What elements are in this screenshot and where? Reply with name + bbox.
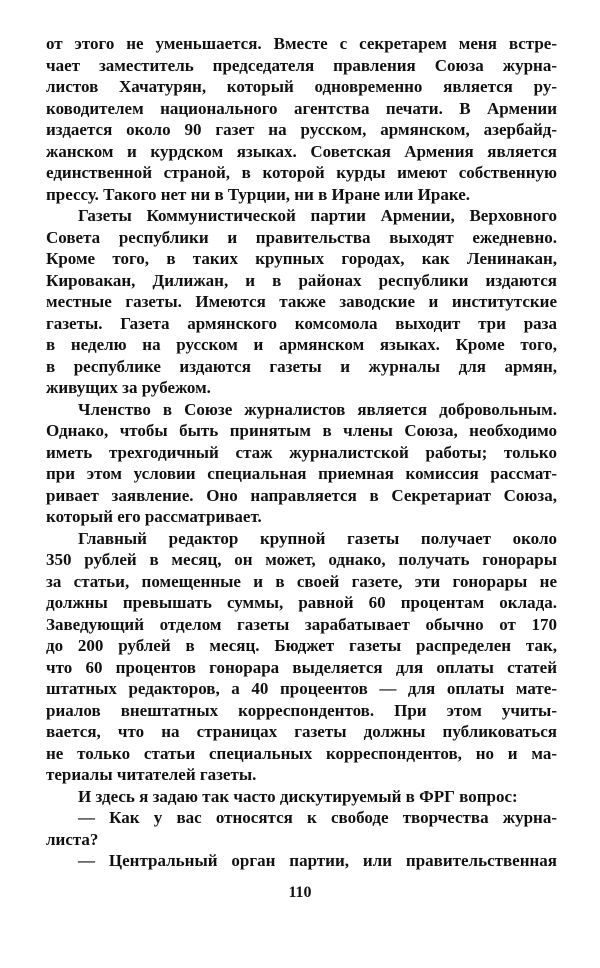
text-line: в неделю на русском и армянском языках. Кроме того, — [46, 335, 557, 354]
text-line: иметь трехгодичный стаж журналистской работы; только — [46, 442, 557, 462]
text-line: жанском и курдском языках. Советская Армения является — [46, 141, 557, 161]
text-line: — Центральный орган партии, или правительственная — [78, 851, 557, 870]
text-line: листов Хачатурян, который одновременно является ру- — [46, 77, 557, 96]
text-line: Членство в Союзе журналистов является добровольным. — [78, 399, 557, 419]
text-line: местные газеты. Имеются также заводские и институтские — [46, 292, 557, 311]
text-line: в республике издаются газеты и журналы для армян, — [46, 356, 557, 376]
text-line: ривает заявление. Оно направляется в Секретариат Союза, — [46, 485, 557, 505]
text-line: издается около 90 газет на русском, армянском, азербайд- — [46, 120, 557, 139]
paragraph — [46, 807, 557, 850]
text-line: Газеты Коммунистической партии Армении, Верховного — [78, 206, 557, 225]
text-line: Кировакан, Дилижан, и в районах республики издаются — [46, 270, 557, 290]
text-line: единственной страной, в которой курды имеют собственную — [46, 163, 557, 182]
text-line: за статьи, помещенные и в своей газете, эти гонорары не — [46, 571, 557, 591]
text-line: Однако, чтобы быть принятым в члены Союза, необходимо — [46, 421, 557, 440]
text-line: риалов внештатных корреспондентов. При этом учиты- — [46, 700, 557, 720]
text-line: который его рассматривает. — [46, 507, 262, 526]
text-line: что 60 процентов гонорара выделяется для оплаты статей — [46, 657, 557, 677]
text-line: И здесь я задаю так часто дискутируемый в ФРГ вопрос: — [78, 786, 518, 806]
text-line: ководителем национального агентства печати. В Армении — [46, 98, 557, 118]
text-line: листа? — [46, 829, 99, 849]
paragraph — [46, 205, 557, 399]
text-line: Совета республики и правительства выходят ежедневно. — [46, 227, 557, 247]
text-line: Кроме того, в таких крупных городах, как Ленинакан, — [46, 249, 557, 268]
text-line: — Как у вас относятся к свободе творчества журна- — [78, 808, 557, 827]
text-line: штатных редакторов, а 40 процеентов — для оплаты мате- — [46, 679, 557, 698]
text-line: чает заместитель председателя правления Союза журна- — [46, 55, 557, 75]
paragraph — [46, 33, 557, 205]
paragraph — [46, 850, 557, 872]
text-line: при этом условии специальная приемная комиссия рассмат- — [46, 464, 557, 483]
paragraph — [46, 528, 557, 786]
text-line: 350 рублей в месяц, он может, однако, получать гонорары — [46, 550, 557, 569]
text-line: от этого не уменьшается. Вместе с секретарем меня встре- — [46, 34, 557, 53]
text-line: до 200 рублей в месяц. Бюджет газеты распределен так, — [46, 636, 557, 655]
paragraph — [46, 399, 557, 528]
text-line: Заведующий отделом газеты зарабатывает обычно от 170 — [46, 614, 557, 634]
text-line: вается, что на страницах газеты должны публиковаться — [46, 722, 557, 741]
page-body-text — [46, 33, 557, 872]
text-line: териалы читателей газеты. — [46, 765, 257, 784]
page-number: 110 — [288, 884, 312, 901]
text-line: не только статьи специальных корреспондентов, но и ма- — [46, 743, 557, 763]
text-line: должны превышать суммы, равной 60 процентам оклада. — [46, 593, 557, 612]
text-line: газеты. Газета армянского комсомола выходит три раза — [46, 313, 557, 333]
text-line: Главный редактор крупной газеты получает около — [78, 528, 557, 548]
text-line: живущих за рубежом. — [46, 378, 211, 397]
paragraph — [46, 786, 557, 808]
text-line: прессу. Такого нет ни в Турции, ни в Иране или Ираке. — [46, 184, 471, 204]
